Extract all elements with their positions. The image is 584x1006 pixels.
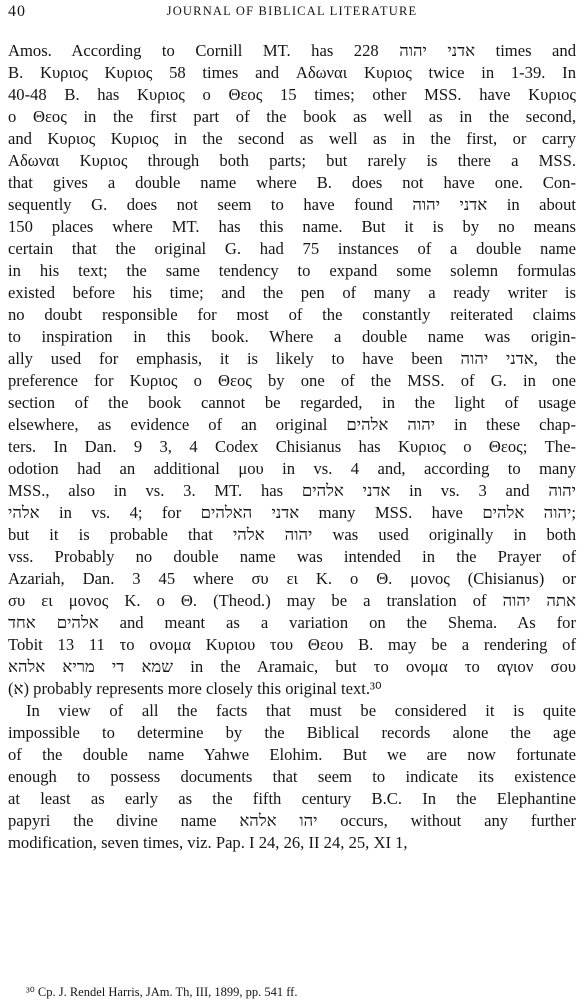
text-line: (א) probably represents more closely this original text.³⁰ (8, 679, 382, 698)
text-line: papyri the divine name יהו אלהא occurs, without any further (8, 811, 576, 830)
text-line: impossible to determine by the Biblical records alone the age (8, 723, 576, 742)
text-line: and Κυριος Κυριος in the second as well as in the first, or carry (8, 129, 576, 148)
text-line: Tobit 13 11 το ονομα Κυριου του Θεου B. may be a rendering of (8, 635, 576, 654)
text-line: Amos. According to Cornill MT. has אדני יהוה 228 times and (8, 41, 576, 60)
footnote: ³⁰ Cp. J. Rendel Harris, JAm. Th, III, 1899, pp. 541 ff. (26, 985, 298, 999)
text-line: but it is probable that יהוה אלהי was used originally in both (8, 525, 576, 544)
text-line: enough to possess documents that seem to indicate its existence (8, 767, 576, 786)
text-line: certain that the original G. had 75 instances of a double name (8, 239, 576, 258)
text-line: no doubt responsible for most of the constantly reiterated claims (8, 305, 576, 324)
text-line: in his text; the same tendency to expand some solemn formulas (8, 261, 576, 280)
text-line: συ ει μονος Κ. ο Θ. (Theod.) may be a translation of אתה יהוה (8, 591, 576, 610)
text-line: that gives a double name where B. does not have one. Con- (8, 173, 576, 192)
text-line: vss. Probably no double name was intended in the Prayer of (8, 547, 576, 566)
text-line: to inspiration in this book. Where a double name was origin- (8, 327, 576, 346)
text-line: ally used for emphasis, it is likely to have been אדני יהוה, the (8, 349, 577, 368)
text-line: at least as early as the fifth century B.C. In the Elephantine (8, 789, 576, 808)
text-line: existed before his time; and the pen of many a ready writer is (8, 283, 576, 302)
text-line: שמא די מריא אלהא in the Aramaic, but το ονομα το αγιον σου (8, 657, 576, 676)
text-line: 40-48 B. has Κυριος ο Θεος 15 times; other MSS. have Κυριος (8, 85, 576, 104)
text-line: ο Θεος in the first part of the book as well as in the second, (8, 107, 576, 126)
text-line: 150 places where MT. has this name. But it is by no means (8, 217, 576, 236)
text-line: Αδωναι Κυριος through both parts; but rarely is there a MSS. (8, 151, 576, 170)
page-number: 40 (8, 3, 26, 20)
paragraph-1 (8, 40, 576, 700)
text-line: section of the book cannot be regarded, in the light of usage (8, 393, 576, 412)
paragraph-2 (8, 700, 576, 854)
text-line: אלהים אחד and meant as a variation on the Shema. As for (8, 613, 576, 632)
body-text (8, 40, 576, 854)
text-line: B. Κυριος Κυριος 58 times and Αδωναι Κυριος twice in 1-39. In (8, 63, 576, 82)
text-line: of the double name Yahwe Elohim. But we are now fortunate (8, 745, 576, 764)
running-header (8, 3, 576, 23)
running-title: JOURNAL OF BIBLICAL LITERATURE (166, 4, 418, 18)
text-line: sequently G. does not seem to have found אדני יהוה in about (8, 195, 576, 214)
text-line: preference for Κυριος ο Θεος by one of the MSS. of G. in one (8, 371, 576, 390)
text-line: modification, seven times, viz. Pap. I 24, 26, II 24, 25, XI 1, (8, 833, 408, 852)
text-line: אלהי in vs. 4; for אדני האלהים many MSS. have יהוה אלהים; (8, 503, 576, 522)
text-line: ters. In Dan. 9 3, 4 Codex Chisianus has Κυριος ο Θεος; The- (8, 437, 576, 456)
text-line: Azariah, Dan. 3 45 where συ ει Κ. ο Θ. μονος (Chisianus) or (8, 569, 576, 588)
text-line: odotion had an additional μου in vs. 4 and, according to many (8, 459, 576, 478)
text-line: MSS., also in vs. 3. MT. has אדני אלהים in vs. 3 and יהוה (8, 481, 576, 500)
text-line: In view of all the facts that must be considered it is quite (26, 701, 576, 720)
text-line: elsewhere, as evidence of an original יהוה אלהים in these chap- (8, 415, 576, 434)
